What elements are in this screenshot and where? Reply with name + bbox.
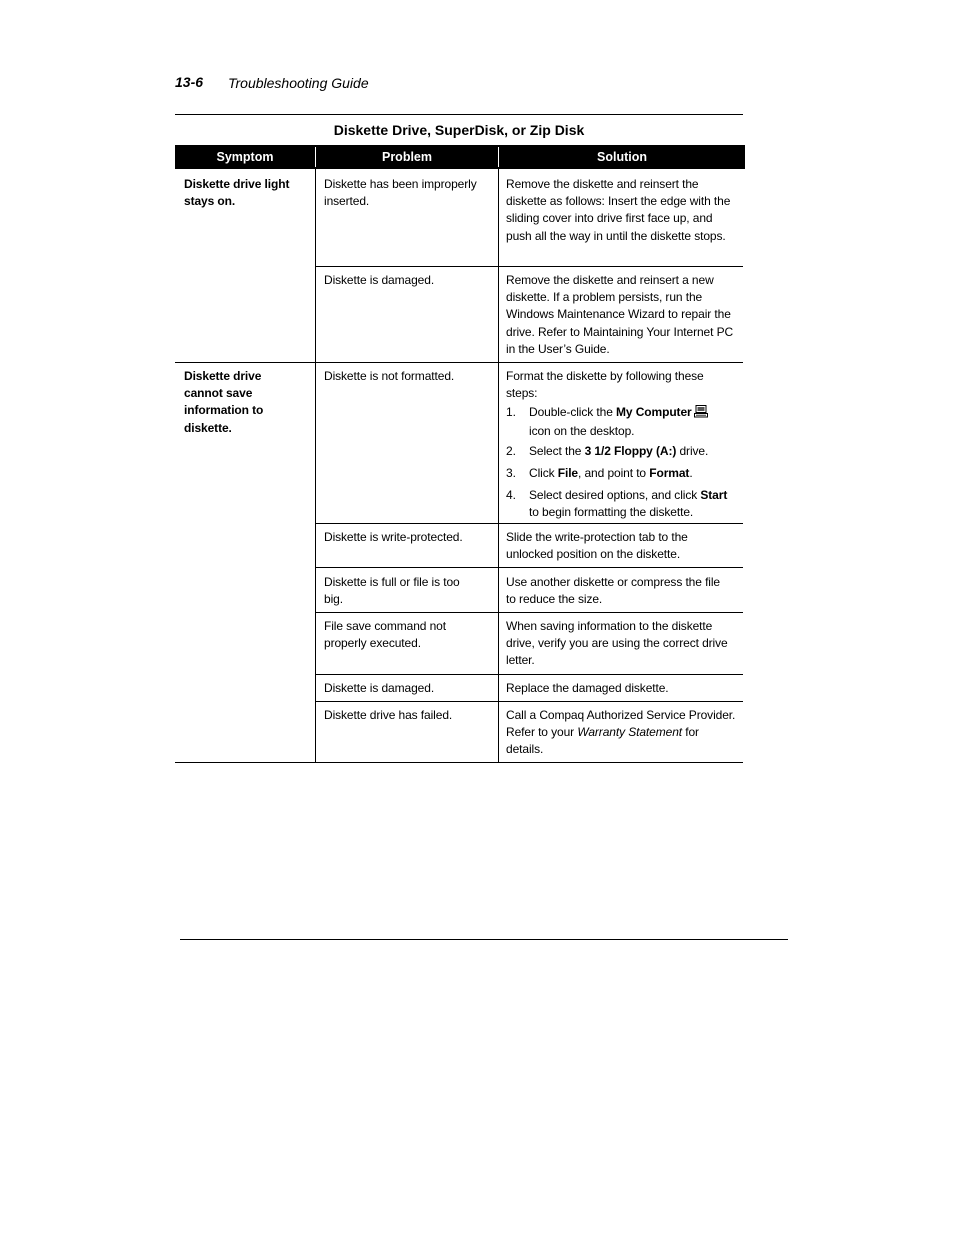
page-number: 13-6 (175, 74, 204, 90)
group-divider (175, 362, 743, 363)
page-bottom-rule (180, 939, 788, 940)
step-item (506, 465, 738, 482)
step-number: 4. (506, 488, 516, 502)
solution-cell: When saving information to the diskette drive, verify you are using the correct drive letter. (506, 619, 728, 668)
step-text: to begin formatting the diskette. (529, 505, 694, 520)
column-header-problem: Problem (381, 150, 432, 164)
problem-cell: Diskette is not formatted. (324, 369, 455, 383)
solution-cell (506, 707, 738, 759)
my-computer-icon (694, 405, 708, 423)
warranty-statement-reference: Warranty Statement (577, 725, 683, 740)
solution-cell: Replace the damaged diskette. (506, 681, 669, 695)
step-text: Select the (529, 444, 585, 458)
row-divider (315, 266, 743, 267)
solution-text: for details. (506, 725, 699, 757)
problem-cell: Diskette is damaged. (324, 273, 435, 287)
step-bold-text: My Computer (616, 405, 692, 419)
row-divider (315, 567, 743, 568)
step-text: drive. (676, 444, 709, 458)
step-text: Double-click the (529, 405, 617, 419)
symptom-cell: Diskette drive light stays on. (184, 177, 290, 209)
step-bold-text: Format (649, 466, 690, 480)
step-item (506, 487, 738, 521)
step-number: 3. (506, 466, 516, 480)
solution-cell: Use another diskette or compress the file to reduce the size. (506, 575, 721, 607)
step-text: icon on the desktop. (529, 424, 635, 439)
step-bold-text: 3 1/2 Floppy (A:) (584, 444, 677, 458)
row-divider (315, 523, 743, 524)
symptom-cell: Diskette drive cannot save information to diskette. (184, 369, 264, 435)
row-divider (315, 674, 743, 675)
step-item (506, 404, 738, 440)
step-item (506, 443, 738, 460)
problem-cell: Diskette drive has failed. (324, 708, 453, 722)
table-title: Diskette Drive, SuperDisk, or Zip Disk (333, 122, 585, 138)
step-bold-text: Start (700, 488, 728, 502)
row-divider (315, 612, 743, 613)
problem-cell: Diskette is write-protected. (324, 530, 463, 544)
solution-intro: Format the diskette by following these steps: (506, 369, 704, 401)
step-number: 1. (506, 405, 516, 419)
problem-cell: File save command not properly executed. (324, 619, 446, 651)
solution-text: Call a Compaq Authorized Service Provider. Refer to your (506, 708, 736, 740)
problem-cell: Diskette is full or file is too big. (324, 575, 460, 607)
step-text: , and point to (578, 466, 650, 480)
step-text: . (689, 466, 693, 480)
row-divider (315, 701, 743, 702)
guide-title: Troubleshooting Guide (228, 75, 369, 91)
step-text: Click (529, 466, 558, 480)
problem-cell: Diskette is damaged. (324, 681, 435, 695)
solution-cell: Remove the diskette and reinsert the diskette as follows: Insert the edge with the sliding cover into drive first face up, and push all the way in until the diskette stops. (506, 177, 731, 243)
column-header-symptom: Symptom (216, 150, 274, 164)
step-bold-text: File (557, 466, 579, 480)
step-number: 2. (506, 444, 516, 458)
column-header-solution: Solution (597, 150, 647, 164)
table-header (175, 145, 745, 169)
problem-cell: Diskette has been improperly inserted. (324, 177, 477, 209)
step-text: Select desired options, and click (529, 488, 701, 502)
solution-cell: Remove the diskette and reinsert a new diskette. If a problem persists, run the Windows Maintenance Wizard to repair the drive. Refer to Maintaining Your Internet PC in the User’s Guide. (506, 273, 734, 356)
solution-cell: Slide the write-protection tab to the unlocked position on the diskette. (506, 530, 688, 562)
top-rule (175, 114, 743, 115)
table-bottom-rule (175, 762, 743, 763)
